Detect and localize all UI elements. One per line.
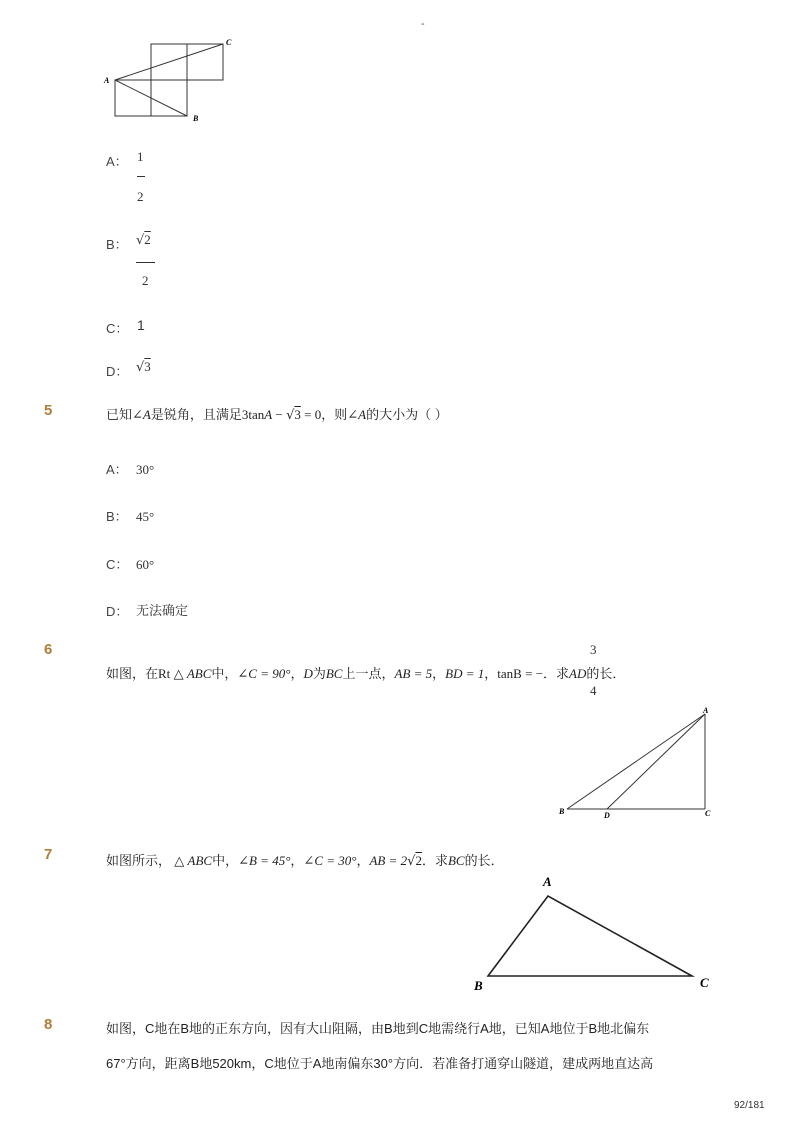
q6-label-a: A <box>703 706 709 715</box>
q4-option-a-label: A： <box>106 154 128 169</box>
q5-option-c-label: C： <box>106 557 129 572</box>
q4-option-b-fraction-bar <box>136 262 155 263</box>
q4-option-a-numerator: 1 <box>137 149 144 164</box>
q4-grid-figure <box>100 36 240 126</box>
q4-option-c-value: 1 <box>137 317 145 333</box>
q6-label-c: C <box>705 809 711 818</box>
q4-option-b-label: B： <box>106 237 128 252</box>
q4-option-b-root: √2 <box>136 232 151 248</box>
q5-option-d-value: 无法确定 <box>136 603 189 618</box>
q4-option-d-root: √3 <box>136 359 151 375</box>
q5-number: 5 <box>44 402 53 419</box>
header-mark: - <box>421 18 425 30</box>
q7-label-a: A <box>543 874 552 889</box>
q8-number: 8 <box>44 1016 53 1033</box>
q4-option-d-label: D： <box>106 364 129 379</box>
q5-option-a-value: 30° <box>136 462 155 477</box>
q4-label-a: A <box>104 76 110 85</box>
q6-label-d: D <box>604 811 610 820</box>
q4-option-a-fraction-bar <box>137 176 145 177</box>
q4-option-a-denominator: 2 <box>137 189 144 204</box>
q5-option-a-label: A： <box>106 462 128 477</box>
q6-text: 如图，在Rt △ ABC中，∠C = 90°，D为BC上一点，AB = 5，BD = 1，tanB = −．求AD的长． <box>106 666 626 681</box>
q5-option-b-value: 45° <box>136 509 155 524</box>
q7-number: 7 <box>44 846 53 863</box>
q4-label-b: B <box>193 114 199 123</box>
q5-option-b-label: B： <box>106 509 128 524</box>
q7-label-b: B <box>474 978 483 993</box>
q7-triangle-figure <box>468 870 718 995</box>
q6-tan-denominator: 4 <box>590 683 597 698</box>
q4-option-b-denominator: 2 <box>142 273 149 288</box>
q6-label-b: B <box>559 807 565 816</box>
q6-number: 6 <box>44 641 53 658</box>
q7-text: 如图所示， △ ABC中，∠B = 45°，∠C = 30°，AB = 2√2．求BC的长． <box>106 853 504 869</box>
q5-option-d-label: D： <box>106 604 129 619</box>
q8-line-1: 如图，C地在B地的正东方向，因有大山阻隔，由B地到C地需绕行A地，已知A地位于B地北偏东 <box>106 1021 650 1036</box>
q8-line-2: 67°方向，距离B地520km，C地位于A地南偏东30°方向．若准备打通穿山隧道，建成两地直达高 <box>106 1056 654 1071</box>
q5-option-c-value: 60° <box>136 557 155 572</box>
page-number: 92/181 <box>734 1100 765 1111</box>
q6-tan-numerator: 3 <box>590 642 597 657</box>
q7-label-c: C <box>700 975 709 990</box>
q5-text: 已知∠A是锐角，且满足3tanA − √3 = 0，则∠A的大小为（ ） <box>106 407 448 423</box>
q6-triangle-figure <box>555 702 725 824</box>
q4-label-c: C <box>226 38 232 47</box>
q4-option-c-label: C： <box>106 321 129 336</box>
